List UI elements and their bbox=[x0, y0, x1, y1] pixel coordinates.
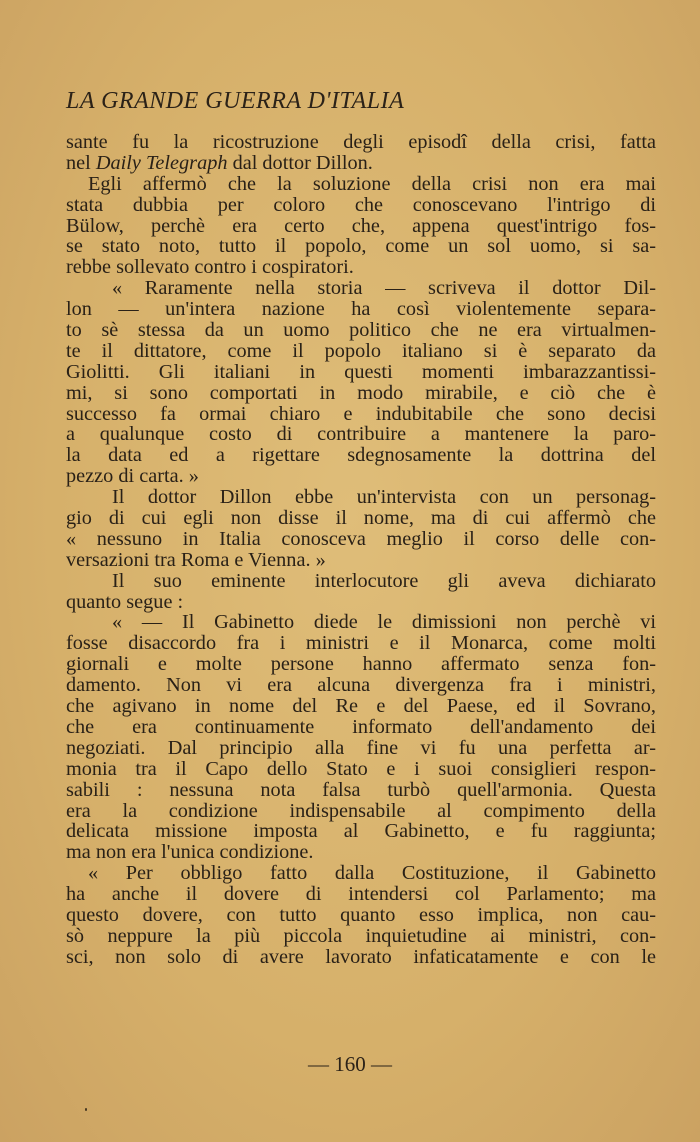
text-segment: rebbe sollevato contro i cospiratori. bbox=[66, 256, 354, 279]
text-segment: sci, non solo di avere lavorato infaticatamente e con le bbox=[66, 945, 656, 968]
text-line bbox=[66, 863, 656, 884]
text-segment: Bülow, perchè era certo che, appena quest'intrigo fos- bbox=[66, 214, 656, 237]
text-line bbox=[66, 508, 656, 529]
text-segment: Il dottor Dillon ebbe un'intervista con un personag- bbox=[112, 486, 656, 509]
text-segment: versazioni tra Roma e Vienna. » bbox=[66, 548, 326, 571]
text-segment: questo dovere, con tutto quanto esso implica, non cau- bbox=[66, 903, 656, 926]
text-line bbox=[66, 445, 656, 466]
text-segment: sante fu la ricostruzione degli episodî della crisi, fatta bbox=[66, 131, 656, 153]
text-segment: « nessuno in Italia conosceva meglio il corso delle con- bbox=[66, 527, 656, 550]
text-line bbox=[66, 612, 656, 633]
text-segment: damento. Non vi era alcuna divergenza fra i ministri, bbox=[66, 674, 656, 697]
text-segment: ma non era l'unica condizione. bbox=[66, 841, 314, 864]
text-segment: a qualunque costo di contribuire a mantenere la paro- bbox=[66, 423, 656, 446]
text-segment: successo fa ormai chiaro e indubitabile che sono decisi bbox=[66, 402, 656, 425]
text-line bbox=[66, 132, 656, 153]
text-line bbox=[66, 821, 656, 842]
text-line bbox=[66, 884, 656, 905]
text-line bbox=[66, 341, 656, 362]
text-line bbox=[66, 299, 656, 320]
text-line bbox=[66, 487, 656, 508]
text-line bbox=[66, 633, 656, 654]
text-line bbox=[66, 383, 656, 404]
text-segment: giornali e molte persone hanno affermato senza fon- bbox=[66, 653, 656, 676]
text-segment: to sè stessa da un uomo politico che ne era virtualmen- bbox=[66, 319, 656, 342]
text-line bbox=[66, 801, 656, 822]
text-segment: dal dottor Dillon. bbox=[227, 151, 373, 174]
text-segment: quanto segue : bbox=[66, 590, 184, 613]
text-line bbox=[66, 404, 656, 425]
text-segment: stata dubbia per coloro che conoscevano l'intrigo di bbox=[66, 193, 656, 216]
text-line bbox=[66, 195, 656, 216]
text-segment: « Per obbligo fatto dalla Costituzione, il Gabinetto bbox=[88, 862, 656, 885]
text-segment: delicata missione imposta al Gabinetto, e fu raggiunta; bbox=[66, 820, 656, 843]
text-segment: gio di cui egli non disse il nome, ma di cui affermò che bbox=[66, 507, 656, 530]
text-line bbox=[66, 466, 656, 487]
text-segment: te il dittatore, come il popolo italiano si è separato da bbox=[66, 339, 656, 362]
paper-speck bbox=[85, 1108, 87, 1111]
text-line bbox=[66, 947, 656, 968]
text-segment: nel bbox=[66, 151, 96, 174]
running-head: LA GRANDE GUERRA D'ITALIA bbox=[66, 88, 405, 114]
text-line bbox=[66, 236, 656, 257]
text-line bbox=[66, 320, 656, 341]
body-text bbox=[66, 132, 656, 968]
text-segment: che era continuamente informato dell'andamento dei bbox=[66, 715, 656, 738]
text-line bbox=[66, 759, 656, 780]
text-line bbox=[66, 675, 656, 696]
page-number: — 160 — bbox=[308, 1052, 392, 1076]
text-segment: sò neppure la più piccola inquietudine ai ministri, con- bbox=[66, 924, 656, 947]
text-line bbox=[66, 174, 656, 195]
text-segment: pezzo di carta. » bbox=[66, 465, 199, 488]
italic-text: Daily Telegraph bbox=[95, 151, 228, 174]
text-line bbox=[66, 738, 656, 759]
text-line bbox=[66, 278, 656, 299]
text-line bbox=[66, 216, 656, 237]
text-line bbox=[66, 592, 656, 613]
text-segment: se stato noto, tutto il popolo, come un sol uomo, si sa- bbox=[66, 235, 656, 258]
text-segment: Il suo eminente interlocutore gli aveva dichiarato bbox=[112, 569, 656, 592]
text-segment: negoziati. Dal principio alla fine vi fu una perfetta ar- bbox=[66, 736, 656, 759]
text-line bbox=[66, 153, 656, 174]
text-line bbox=[66, 905, 656, 926]
text-line bbox=[66, 424, 656, 445]
text-line bbox=[66, 717, 656, 738]
text-segment: « Raramente nella storia — scriveva il dottor Dil- bbox=[112, 277, 656, 300]
book-page bbox=[66, 84, 656, 968]
text-line bbox=[66, 571, 656, 592]
text-segment: che agivano in nome del Re e del Paese, ed il Sovrano, bbox=[66, 695, 656, 718]
text-line bbox=[66, 654, 656, 675]
text-line bbox=[66, 257, 656, 278]
text-line bbox=[66, 362, 656, 383]
text-segment: mi, si sono comportati in modo mirabile, e ciò che è bbox=[66, 381, 656, 404]
text-segment: « — Il Gabinetto diede le dimissioni non perchè vi bbox=[112, 611, 656, 634]
text-segment: lon — un'intera nazione ha così violentemente separa- bbox=[66, 298, 656, 321]
text-line bbox=[66, 529, 656, 550]
text-line bbox=[66, 550, 656, 571]
text-line bbox=[66, 696, 656, 717]
text-line bbox=[66, 926, 656, 947]
text-line bbox=[66, 842, 656, 863]
text-segment: monia tra il Capo dello Stato e i suoi consiglieri respon- bbox=[66, 757, 656, 780]
text-segment: ha anche il dovere di intendersi col Parlamento; ma bbox=[66, 883, 656, 906]
text-segment: Giolitti. Gli italiani in questi momenti imbarazzantissi- bbox=[66, 360, 656, 383]
text-segment: la data ed a rigettare sdegnosamente la dottrina del bbox=[66, 444, 656, 467]
text-segment: Egli affermò che la soluzione della crisi non era mai bbox=[88, 172, 656, 195]
text-segment: sabili : nessuna nota falsa turbò quell'armonia. Questa bbox=[66, 778, 656, 801]
text-segment: fosse disaccordo fra i ministri e il Monarca, come molti bbox=[66, 632, 656, 655]
text-line bbox=[66, 780, 656, 801]
text-segment: era la condizione indispensabile al compimento della bbox=[66, 799, 656, 822]
